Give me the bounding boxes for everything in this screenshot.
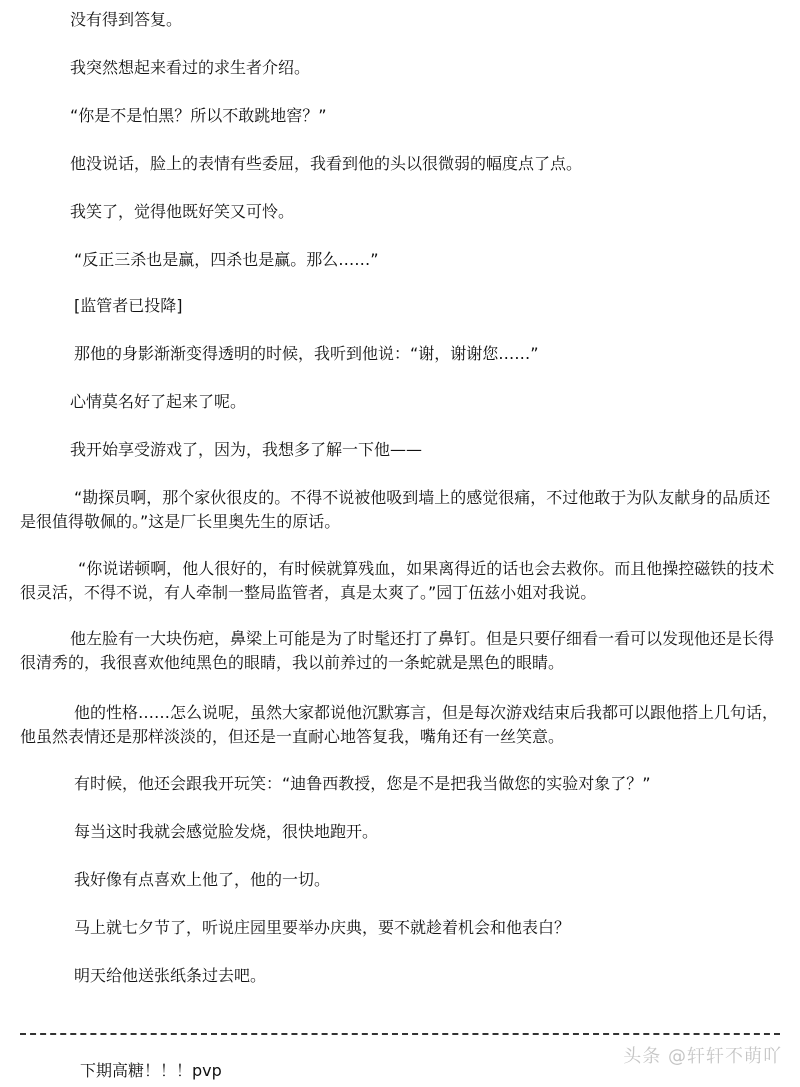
paragraph-2: 我突然想起来看过的求生者介绍。 [70,58,311,77]
footer-note: 下期高糖！！！pvp [80,1061,222,1080]
dashed-divider [20,1033,780,1035]
paragraph-3: “你是不是怕黑？所以不敢跳地窖？” [70,106,327,125]
paragraph-7: [监管者已投降] [74,296,183,315]
paragraph-8: 那他的身影渐渐变得透明的时候，我听到他说：“谢，谢谢您……” [74,344,539,363]
paragraph-17: 我好像有点喜欢上他了，他的一切。 [74,870,331,889]
paragraph-10: 我开始享受游戏了，因为，我想多了解一下他—— [70,440,423,459]
paragraph-13: 他左脸有一大块伤疤，鼻梁上可能是为了时髦还打了鼻钉。但是只要仔细看一看可以发现他还是长得很清秀的，我很喜欢他纯黑色的眼睛，我以前养过的一条蛇就是黑色的眼睛。 [20,629,775,672]
watermark: 头条 @轩轩不萌吖 [623,1046,782,1067]
paragraph-16: 每当这时我就会感觉脸发烧，很快地跑开。 [74,822,379,841]
paragraph-15: 有时候，他还会跟我开玩笑：“迪鲁西教授，您是不是把我当做您的实验对象了？” [74,774,651,793]
paragraph-5: 我笑了，觉得他既好笑又可怜。 [70,202,295,221]
paragraph-19: 明天给他送张纸条过去吧。 [74,966,267,985]
paragraph-4: 他没说话，脸上的表情有些委屈，我看到他的头以很微弱的幅度点了点。 [70,154,583,173]
paragraph-1: 没有得到答复。 [70,10,183,29]
paragraph-18: 马上就七夕节了，听说庄园里要举办庆典，要不就趁着机会和他表白？ [74,918,571,937]
paragraph-12: “你说诺顿啊，他人很好的，有时候就算残血，如果离得近的话也会去救你。而且他操控磁铁的技术很灵活，不得不说，有人牵制一整局监管者，真是太爽了。”园丁伍兹小姐对我说。 [20,559,775,602]
paragraph-6: “反正三杀也是赢，四杀也是赢。那么……” [74,250,379,269]
paragraph-11: “勘探员啊，那个家伙很皮的。不得不说被他吸到墙上的感觉很痛，不过他敢于为队友献身的品质还是很值得敬佩的。”这是厂长里奥先生的原话。 [20,488,771,531]
paragraph-14: 他的性格……怎么说呢，虽然大家都说他沉默寡言，但是每次游戏结束后我都可以跟他搭上几句话，他虽然表情还是那样淡淡的，但还是一直耐心地答复我，嘴角还有一丝笑意。 [20,703,779,746]
paragraph-9: 心情莫名好了起来了呢。 [70,392,247,411]
